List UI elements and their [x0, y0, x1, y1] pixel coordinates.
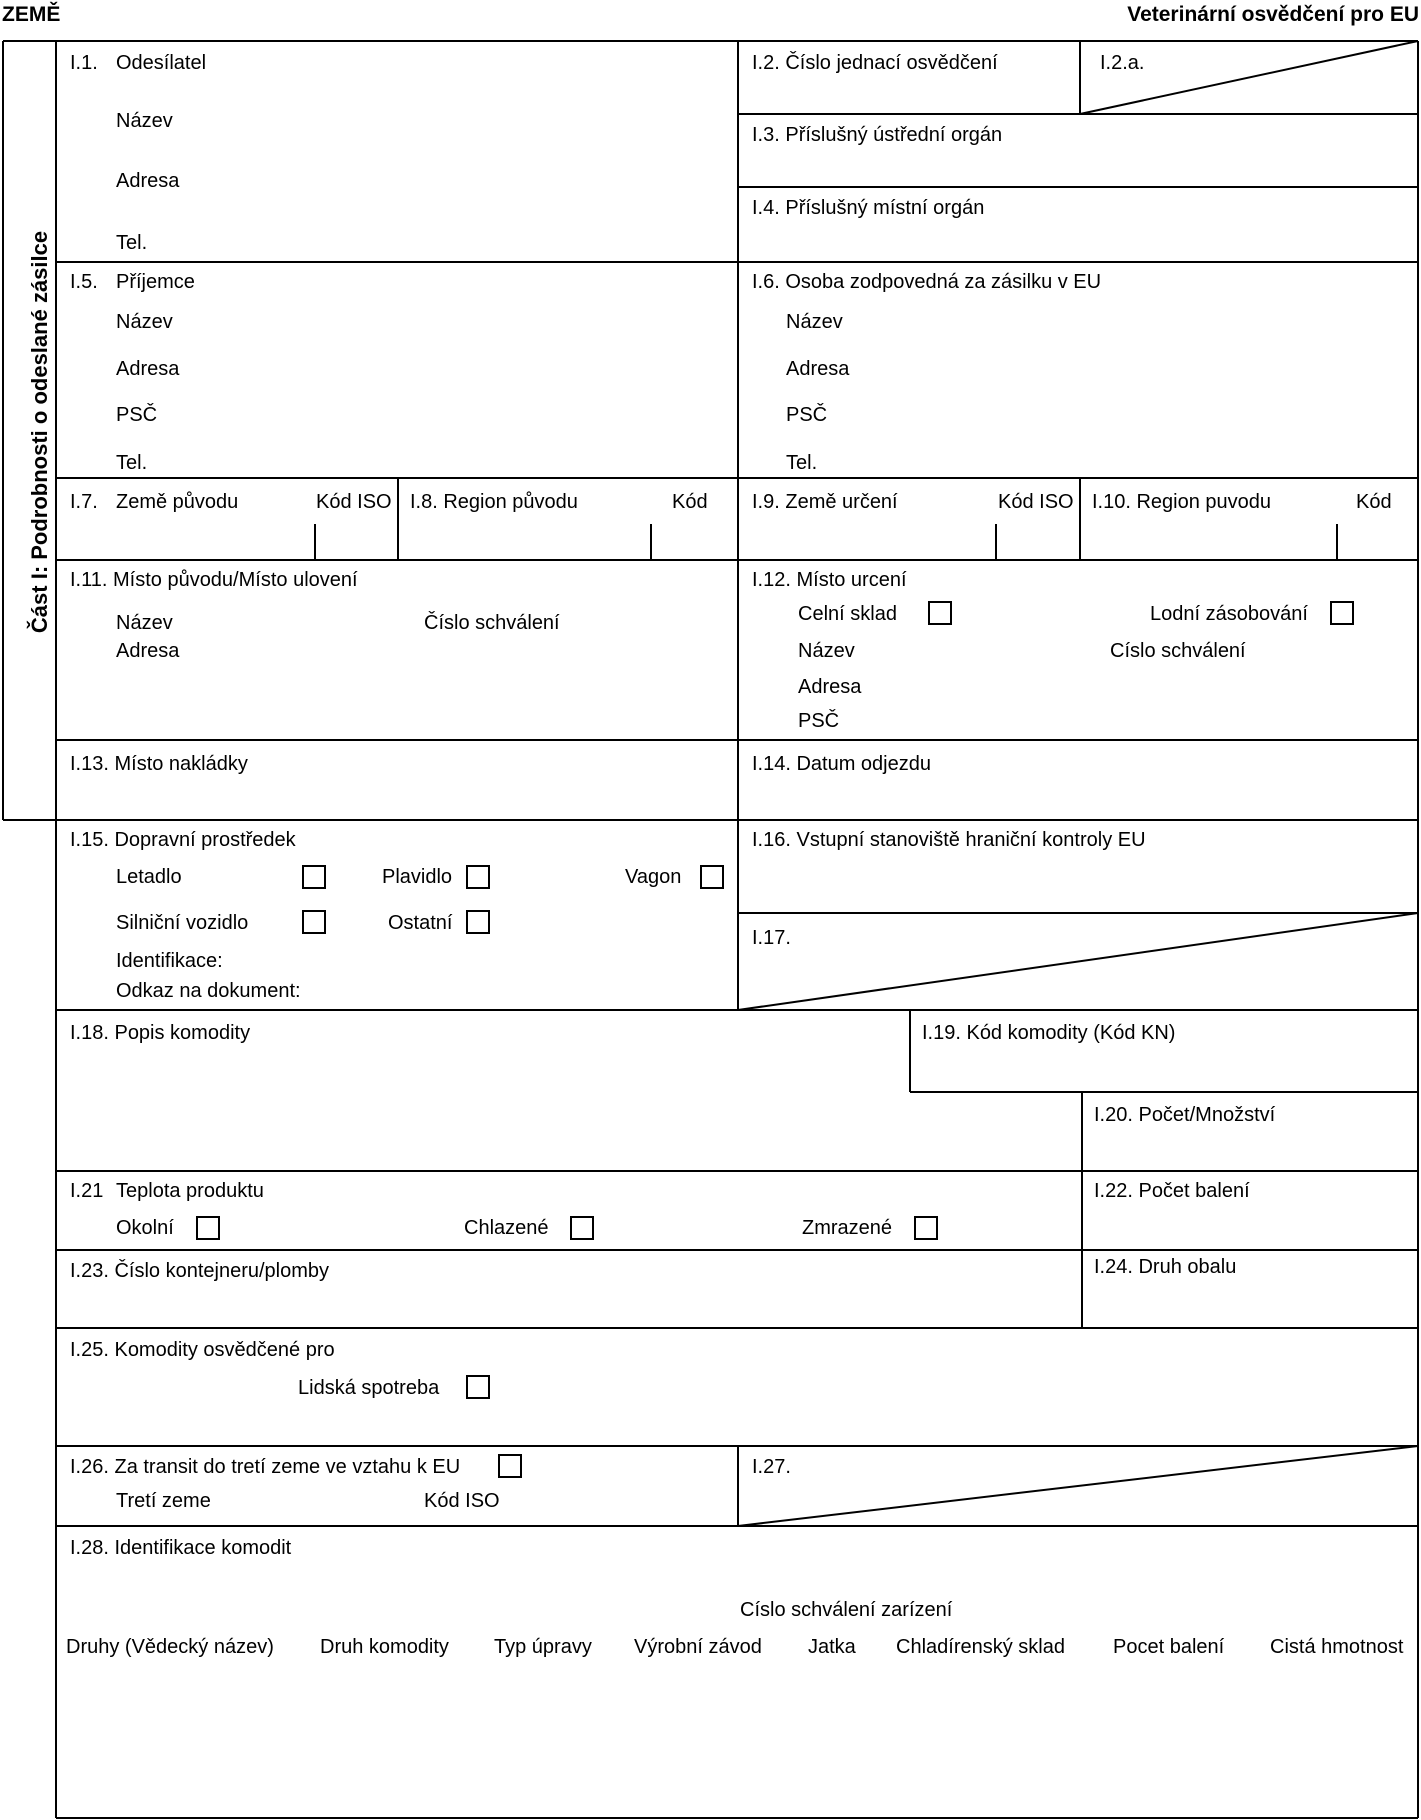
column-slaughterhouse: Jatka [808, 1636, 856, 1658]
field-i15-document-ref: Odkaz na dokument: [116, 980, 301, 1002]
field-i15-identification: Identifikace: [116, 950, 223, 972]
field-i12-approval: Císlo schválení [1110, 640, 1246, 662]
approval-number-header: Císlo schválení zarízení [740, 1599, 953, 1621]
wagon-checkbox[interactable] [700, 865, 724, 889]
column-cold-store: Chladírenský sklad [896, 1636, 1065, 1658]
field-i19-label: I.19. Kód komodity (Kód KN) [922, 1022, 1176, 1044]
field-i24-label: I.24. Druh obalu [1094, 1256, 1237, 1278]
field-i6-label: I.6. Osoba zodpovedná za zásilku v EU [752, 271, 1102, 293]
field-i5-psc: PSČ [116, 404, 158, 426]
field-i1-name: Název [116, 110, 173, 132]
field-i12-customs: Celní sklad [798, 603, 897, 625]
field-i2-label: I.2. Číslo jednací osvědčení [752, 52, 998, 74]
field-i12-name: Název [798, 640, 855, 662]
frozen-checkbox[interactable] [914, 1216, 938, 1240]
field-i11-label: I.11. Místo původu/Místo ulovení [70, 569, 358, 591]
field-i15-other: Ostatní [388, 912, 453, 934]
field-i26-third-country: Tretí zeme [116, 1490, 211, 1512]
field-i14-label: I.14. Datum odjezdu [752, 753, 931, 775]
column-species: Druhy (Vědecký název) [66, 1636, 274, 1658]
field-i2a-label: I.2.a. [1100, 52, 1145, 74]
field-i21-label: Teplota produktu [116, 1180, 264, 1202]
plane-checkbox[interactable] [302, 865, 326, 889]
field-i15-vessel: Plavidlo [382, 866, 453, 888]
field-i12-label: I.12. Místo urcení [752, 569, 907, 591]
field-i12-address: Adresa [798, 676, 862, 698]
field-i11-name: Název [116, 612, 173, 634]
ship-supply-checkbox[interactable] [1330, 601, 1354, 625]
column-commodity-type: Druh komodity [320, 1636, 449, 1658]
field-i1-address: Adresa [116, 170, 180, 192]
field-i1-label: Odesílatel [116, 52, 207, 74]
field-i6-address: Adresa [786, 358, 850, 380]
field-i21-chilled: Chlazené [464, 1217, 549, 1239]
field-i15-road-vehicle: Silniční vozidlo [116, 912, 249, 934]
field-i28-label: I.28. Identifikace komodit [70, 1537, 292, 1559]
customs-warehouse-checkbox[interactable] [928, 601, 952, 625]
field-i10-label: I.10. Region puvodu [1092, 491, 1272, 513]
field-i11-address: Adresa [116, 640, 180, 662]
field-i12-psc: PSČ [798, 710, 840, 732]
field-i7-iso-code: Kód ISO [316, 491, 392, 513]
column-manufacturing-plant: Výrobní závod [634, 1636, 762, 1658]
field-i6-name: Název [786, 311, 843, 333]
field-i20-label: I.20. Počet/Množství [1094, 1104, 1276, 1126]
field-i5-name: Název [116, 311, 173, 333]
human-consumption-checkbox[interactable] [466, 1375, 490, 1399]
field-i7-number: I.7. [70, 491, 98, 513]
field-i5-number: I.5. [70, 271, 98, 293]
field-i6-tel: Tel. [786, 452, 818, 474]
country-header: ZEMĚ [2, 3, 61, 26]
column-number-of-packages: Pocet balení [1113, 1636, 1225, 1658]
field-i26-label: I.26. Za transit do tretí zeme ve vztahu k EU [70, 1456, 461, 1478]
field-i21-number: I.21 [70, 1180, 104, 1202]
field-i25-human-consumption: Lidská spotreba [298, 1377, 440, 1399]
field-i18-label: I.18. Popis komodity [70, 1022, 251, 1044]
field-i7-label: Země původu [116, 491, 239, 513]
field-i16-label: I.16. Vstupní stanoviště hraniční kontroly EU [752, 829, 1146, 851]
column-treatment-type: Typ úpravy [494, 1636, 592, 1658]
field-i8-label: I.8. Region původu [410, 491, 578, 513]
field-i9-label: I.9. Země určení [752, 491, 898, 513]
field-i25-label: I.25. Komodity osvědčené pro [70, 1339, 335, 1361]
field-i27-label: I.27. [752, 1456, 791, 1478]
ambient-checkbox[interactable] [196, 1216, 220, 1240]
vessel-checkbox[interactable] [466, 865, 490, 889]
field-i5-label: Příjemce [116, 271, 195, 293]
field-i23-label: I.23. Číslo kontejneru/plomby [70, 1260, 330, 1282]
chilled-checkbox[interactable] [570, 1216, 594, 1240]
field-i10-code: Kód [1356, 491, 1392, 513]
field-i5-address: Adresa [116, 358, 180, 380]
field-i1-number: I.1. [70, 52, 98, 74]
field-i26-iso-code: Kód ISO [424, 1490, 500, 1512]
field-i8-code: Kód [672, 491, 708, 513]
field-i6-psc: PSČ [786, 404, 828, 426]
field-i11-approval: Číslo schválení [424, 612, 560, 634]
field-i3-label: I.3. Příslušný ústřední orgán [752, 124, 1003, 146]
field-i1-tel: Tel. [116, 232, 148, 254]
field-i4-label: I.4. Příslušný místní orgán [752, 197, 985, 219]
part-one-side-label: Část I: Podrobnosti o odeslané zásilce [27, 230, 52, 634]
field-i15-plane: Letadlo [116, 866, 182, 888]
field-i5-tel: Tel. [116, 452, 148, 474]
field-i9-iso-code: Kód ISO [998, 491, 1074, 513]
other-transport-checkbox[interactable] [466, 910, 490, 934]
field-i12-ship-supply: Lodní zásobování [1150, 603, 1308, 625]
field-i13-label: I.13. Místo nakládky [70, 753, 248, 775]
field-i21-frozen: Zmrazené [802, 1217, 893, 1239]
field-i15-label: I.15. Dopravní prostředek [70, 829, 296, 851]
field-i22-label: I.22. Počet balení [1094, 1180, 1250, 1202]
road-vehicle-checkbox[interactable] [302, 910, 326, 934]
transit-checkbox[interactable] [498, 1454, 522, 1478]
field-i17-label: I.17. [752, 927, 791, 949]
certificate-title: Veterinární osvědčení pro EU [1127, 3, 1419, 26]
field-i15-wagon: Vagon [625, 866, 682, 888]
column-net-weight: Cistá hmotnost [1270, 1636, 1404, 1658]
field-i21-ambient: Okolní [116, 1217, 174, 1239]
